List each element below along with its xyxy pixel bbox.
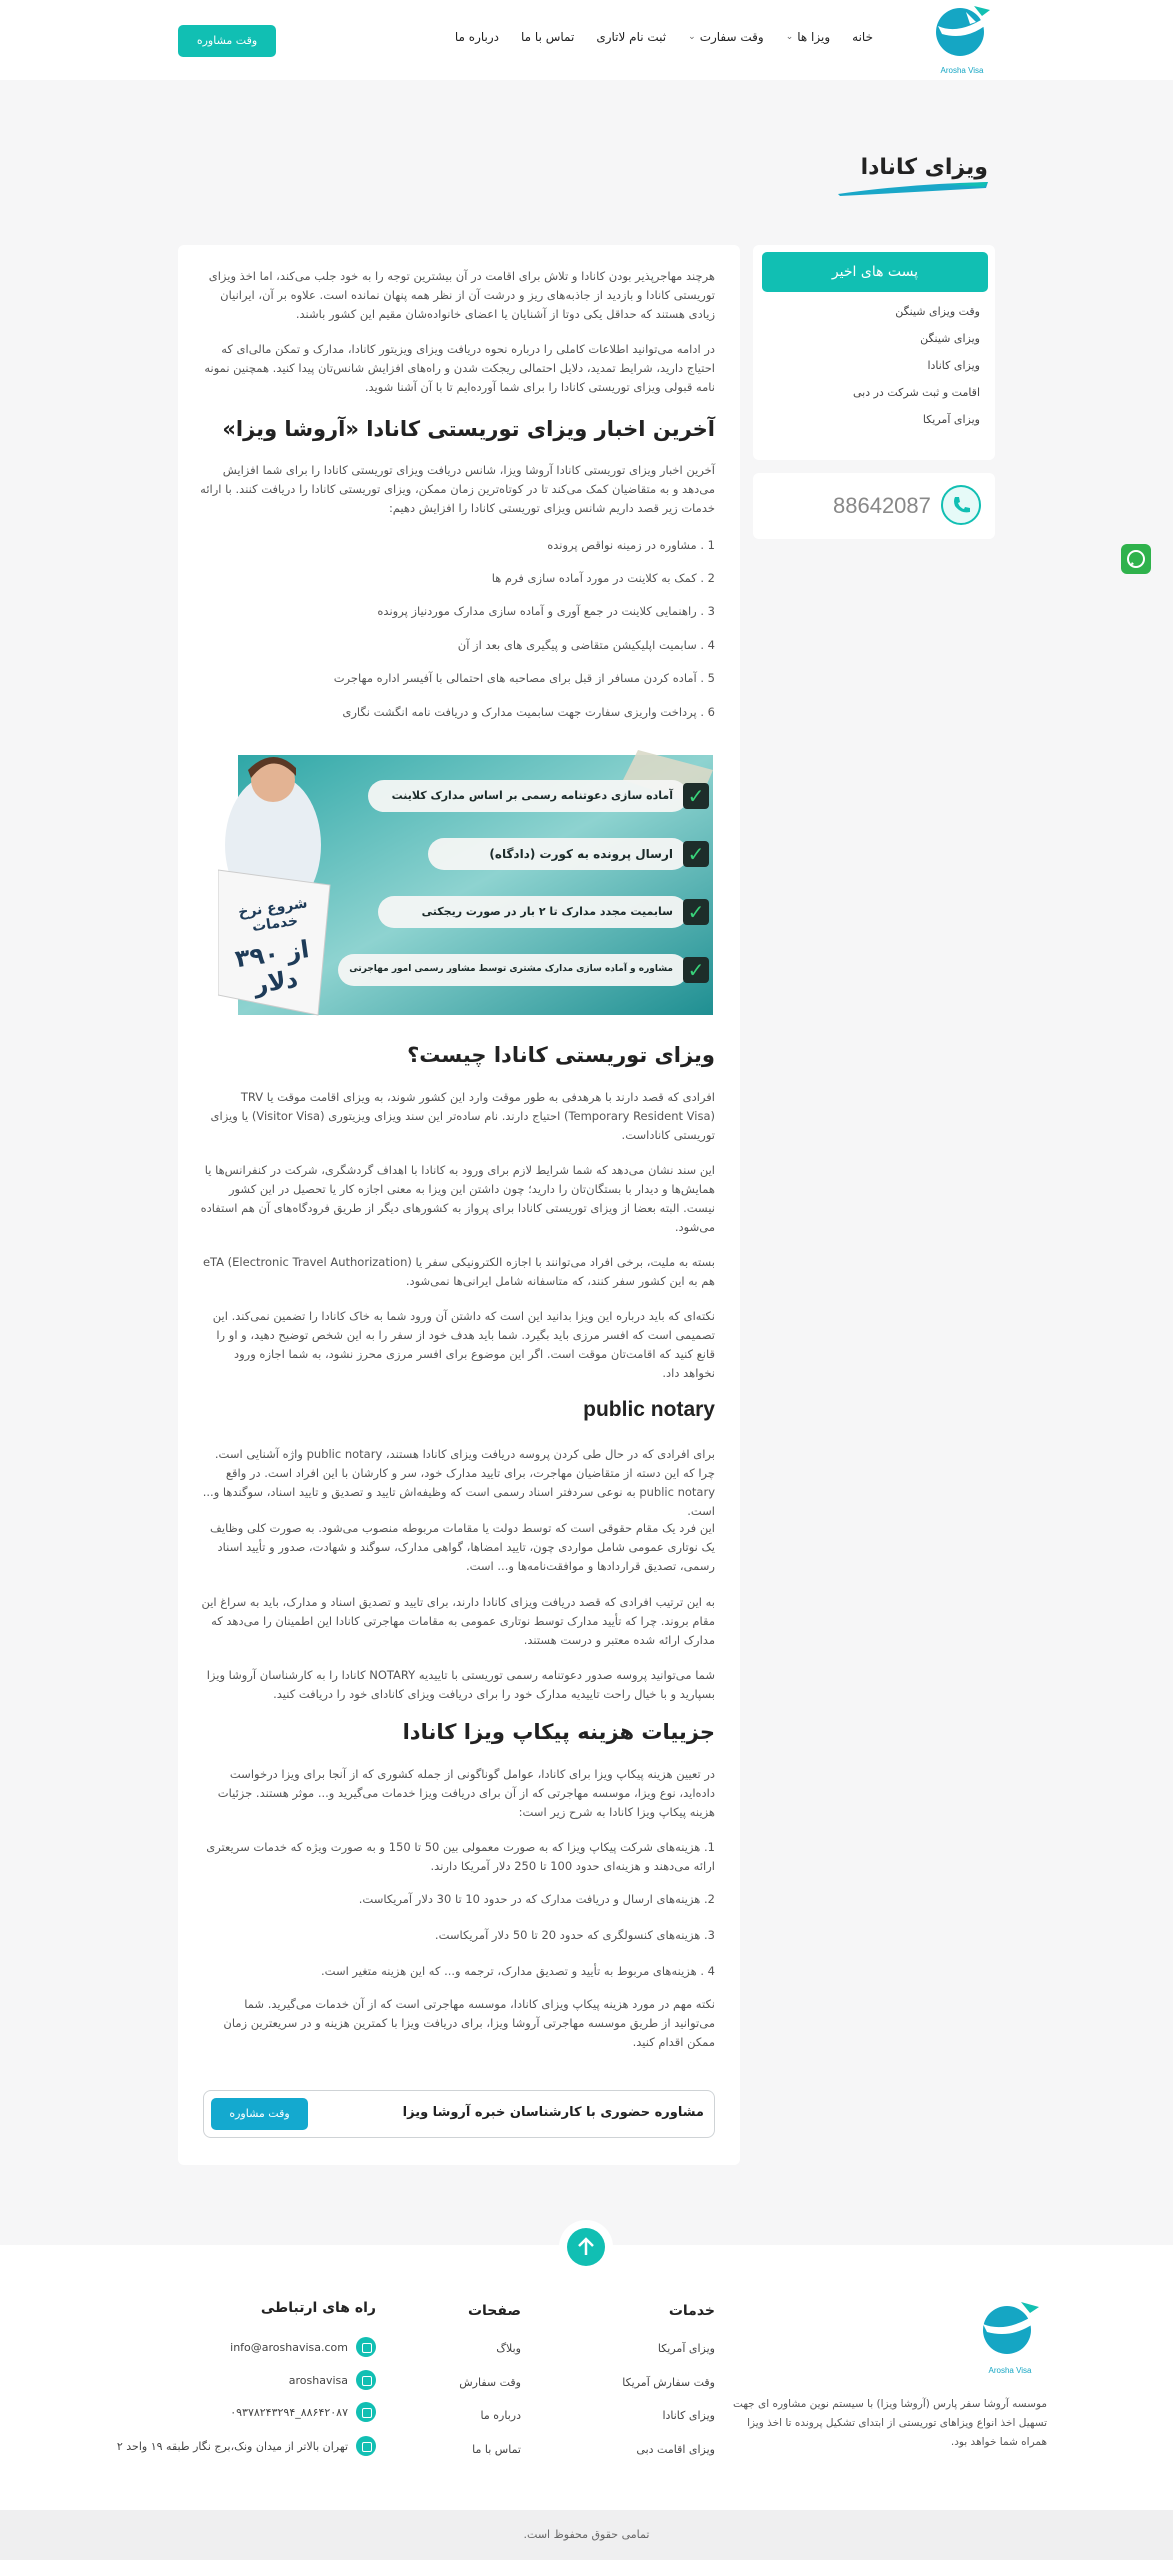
site-header (0, 0, 1173, 80)
banner-row-text: آماده سازی دعوتنامه رسمی بر اساس مدارک کلاینت (391, 789, 673, 802)
chevron-down-icon: ⌄ (785, 32, 794, 42)
contact-instagram[interactable] (289, 2370, 376, 2390)
section-heading: public notary (583, 1398, 715, 1421)
services-banner (218, 750, 713, 1020)
check-icon: ✓ (683, 957, 709, 983)
service-list-item: 6 . پرداخت واریزی سفارت جهت سابمیت مدارک و دریافت نامه انگشت نگاری (342, 705, 715, 719)
site-footer (0, 2245, 1173, 2510)
nav-label: وقت سفارت (699, 30, 764, 44)
price-sign-line1: شروع نرخ خدمات (237, 895, 309, 936)
cost-paragraph: 1. هزینه‌های شرکت پیکاپ ویزا که به صورت معمولی بین 50 تا 150 و به صورت ویژه که خدمات سریعتری ارائه می‌دهند و هزینه‌ای حدود 100 تا 250 دلار آمریکا دارند. (206, 1840, 715, 1873)
nav-home[interactable] (852, 30, 873, 44)
check-icon: ✓ (683, 899, 709, 925)
check-icon: ✓ (683, 841, 709, 867)
page-title: ویزای کانادا (860, 155, 988, 180)
nav-visas[interactable] (786, 30, 830, 44)
notary-paragraph: به این ترتیب افرادی که قصد دریافت ویزای کانادا دارند، برای تایید و تصدیق اسناد و مدارک، باید به سراغ این مقام بروند. چرا که تأیید مدارک توسط نوتاری عمومی به مقامات مهاجرتی کانادا این اطمینان را می‌دهد که مدارک ارائه شده معتبر و درست هستند. (201, 1595, 715, 1647)
nav-label: خانه (852, 30, 873, 44)
service-list-item: 2 . کمک به کلاینت در مورد آماده سازی فرم ها (491, 571, 715, 585)
contact-text: تهران بالاتر از میدان ونک،برج نگار طبقه ۱۹ واحد ۲ (116, 2439, 348, 2453)
phone-icon (356, 2402, 376, 2422)
chevron-down-icon: ⌄ (688, 32, 696, 42)
what-paragraph: نکته‌ای که باید درباره این ویزا بدانید این است که داشتن آن ورود شما به خاک کانادا را تضمین نمی‌کند. این تصمیمی است که افسر مرزی باید بگیرد. شما باید هدف خود از سفر را به این شخص توضیح دهید، و او را قانع کنید که اقامت‌تان موقت است. اگر این موضوع برای افسر مرزی محرز نشود، به شما اجازه ورود نخواهد داد. (212, 1309, 715, 1380)
cost-paragraph: در تعیین هزینه پیکاپ ویزا برای کانادا، عوامل گوناگونی از جمله کشوری که از آنجا برای ویزا درخواست داده‌اید، نوع ویزا، موسسه مهاجرتی که از آن برای دریافت ویزا خدمات می‌گیرید و... موثر هستند. جزئیات هزینه پیکاپ ویزا کانادا به شرح زیر است: (217, 1767, 715, 1819)
title-underline-swoosh (836, 180, 990, 196)
service-list-item: 1 . مشاوره در زمینه نواقص پرونده (547, 538, 715, 552)
nav-embassy-appointment[interactable] (688, 30, 764, 44)
footer-logo-text: Arosha Visa (988, 2366, 1032, 2375)
what-paragraph: افرادی که قصد دارند با هرهدفی به طور موقت وارد این کشور شوند، به ویزای اقامت موقت یا TRV (Temporary Resident Visa) احتیاج دارند. نام سادەتر این سند ویزای ویزیتوری (Visitor Visa) یا ویزای توریستی کاناداست. (210, 1090, 715, 1142)
consultation-button[interactable]: وقت مشاوره (178, 25, 276, 57)
whatsapp-icon[interactable] (1121, 544, 1151, 574)
recent-post-link[interactable]: وقت ویزای شینگن (895, 305, 980, 318)
footer-page-link[interactable]: درباره ما (480, 2409, 521, 2422)
consultation-box (203, 2090, 715, 2138)
cost-list-item: 3. هزینه‌های کنسولگری که حدود 20 تا 50 دلار آمریکاست. (434, 1928, 715, 1942)
contact-text: aroshavisa (288, 2373, 348, 2387)
what-paragraph: این سند نشان می‌دهد که شما شرایط لازم برای ورود به کانادا با اهداف گردشگری، شرکت در کنفرانس‌ها یا همایش‌ها و دیدار با بستگان‌تان را دارید؛ چون داشتن این ویزا به معنی اجازه کار یا تحصیل در این کشور نیست. البته بعضا از ویزای توریستی کانادا برای پرواز به کشورهای دیگر از طریق فرودگاه‌های آن هم استفاده می‌شود. (200, 1163, 715, 1234)
service-list-item: 3 . راهنمایی کلاینت در جمع آوری و آماده سازی مدارک موردنیاز پرونده (377, 604, 715, 618)
section-heading: آخرین اخبار ویزای توریستی کانادا «آروشا ویزا» (222, 417, 715, 441)
phone-icon (941, 485, 981, 525)
intro-paragraph: در ادامه می‌توانید اطلاعات کاملی را درباره نحوه دریافت ویزای ویزیتور کانادا، مدارک و تمکن مالی‌ای که احتیاج دارید، شرایط تمدید، دلایل احتمالی ریجکت شدن و راه‌های افزایش شانس‌تان پیدا کنید. همچنین نمونه نامه قبولی ویزای توریستی کانادا را برای شما آورده‌ایم تا با آن آشنا شوید. (204, 342, 715, 394)
footer-service-link[interactable]: وقت سفارش آمریکا (622, 2376, 715, 2389)
nav-about[interactable] (455, 30, 499, 44)
main-nav (455, 30, 873, 44)
recent-post-link[interactable]: ویزای آمریکا (922, 413, 980, 426)
nav-label: درباره ما (454, 30, 500, 44)
notary-paragraph: شما می‌توانید پروسه صدور دعوتنامه رسمی توریستی با تاییدیه NOTARY کانادا را به کارشناسان آروشا ویزا بسپارید و با خیال راحت تاییدیه مدارک خود را برای دریافت ویزای کانادای خود را دریافت کنید. (206, 1668, 715, 1701)
nav-label: ثبت نام لاتاری (596, 30, 667, 44)
section-heading: جزییات هزینه پیکاپ ویزا کانادا (402, 1720, 715, 1744)
intro-paragraph: هرچند مهاجرپذیر بودن کانادا و تلاش برای اقامت در آن بیشترین توجه را به خود جلب می‌کند، اما اخذ ویزای توریستی کانادا و بازدید از جاذبه‌های ریز و درشت آن از نظر همه پنهان نمانده است. علاوه بر آن، ایرانیان زیادی هستند که حداقل یکی دوتا از آشنایان یا اعضای خانواده‌شان مقیم این کشور باشند. (208, 269, 715, 321)
contact-email[interactable] (230, 2337, 376, 2357)
nav-contact[interactable] (521, 30, 574, 44)
section-heading: ویزای توریستی کانادا چیست؟ (407, 1043, 715, 1067)
footer-service-link[interactable]: ویزای کانادا (662, 2409, 715, 2422)
notary-paragraph: این فرد یک مقام حقوقی است که توسط دولت یا مقامات مربوطه منصوب می‌شود. به صورت کلی وظایف یک نوتاری عمومی شامل مواردی چون، تایید امضاها، گواهی مدارک، سوگند و شهادت، صدور و تأیید اسناد رسمی، تصدیق قراردادها و موافقت‌نامه‌ها و... است. (210, 1521, 715, 1573)
footer-service-link[interactable]: ویزای اقامت دبی (636, 2443, 715, 2456)
copyright: تمامی حقوق محفوظ است. (0, 2510, 1173, 2560)
plane-logo-icon[interactable] (930, 2, 996, 76)
recent-post-link[interactable]: ویزای کانادا (927, 359, 980, 372)
mail-icon (356, 2337, 376, 2357)
contact-address (117, 2436, 376, 2456)
banner-row-text: سابمیت مجدد مدارک تا ۲ بار در صورت ریجکتی (421, 905, 673, 918)
nav-label: ویزا ها (797, 30, 831, 44)
footer-contact-title: راه های ارتباطی (260, 2300, 376, 2316)
logo-text: Arosha Visa (940, 66, 984, 75)
phone-number: 88642087 (833, 493, 931, 518)
news-paragraph: آخرین اخبار ویزای توریستی کانادا آروشا ویزا، شانس دریافت ویزای توریستی کانادا را برای شما افزایش می‌دهد و به متقاضیان کمک می‌کند تا در کوتاه‌ترین زمان ممکن، ویزای توریستی کانادا را دریافت کنند. با ارائه خدمات زیر قصد داریم شانس ویزای توریستی کانادا را افزایش دهیم: (200, 463, 715, 515)
footer-page-link[interactable]: وقت سفارش (459, 2376, 521, 2389)
nav-label: تماس با ما (521, 30, 575, 44)
check-icon: ✓ (683, 783, 709, 809)
recent-post-link[interactable]: ویزای شینگن (920, 332, 980, 345)
price-sign-line2: از ۳۹۰ دلار (233, 935, 311, 999)
banner-row-text: مشاوره و آماده سازی مدارک مشتری توسط مشاور رسمی امور مهاجرتی (349, 964, 673, 974)
footer-description: موسسه آروشا سفر پارس (آروشا ویزا) با سیستم نوین مشاوره ای جهت تسهیل اخذ انواع ویزاهای توریستی از ابتدای تشکیل پرونده تا اخذ ویزا همراه شما خواهد بود. (733, 2398, 1047, 2448)
plane-logo-icon[interactable] (975, 2298, 1045, 2368)
footer-pages-title: صفحات (467, 2303, 521, 2319)
recent-post-link[interactable]: اقامت و ثبت شرکت در دبی (853, 386, 980, 399)
arrow-up-icon[interactable] (567, 2228, 605, 2266)
phone-widget[interactable] (753, 473, 995, 539)
footer-service-link[interactable]: ویزای آمریکا (657, 2342, 715, 2355)
service-list-item: 4 . سابمیت اپلیکیشن متقاضی و پیگیری های بعد از آن (457, 638, 715, 652)
article-card (178, 245, 740, 2165)
contact-text: ۸۸۶۴۲۰۸۷_۰۹۳۷۸۲۴۳۲۹۴ (230, 2405, 348, 2419)
notary-paragraph: برای افرادی که در حال طی کردن پروسه دریافت ویزای کانادا هستند، public notary واژه آشنایی است. چرا که این دسته از متقاضیان مهاجرت، برای تایید مدارک خود، سر و کارشان با این افراد است. در واقع public notary به نوعی سردفتر اسناد رسمی است که وظیفه‌اش تایید و تصدیق و تایید اسناد، سوگندها و... است. (202, 1447, 715, 1518)
recent-posts-widget (753, 245, 995, 460)
banner-row-text: ارسال پرونده به کورت (دادگاه) (489, 847, 673, 861)
map-pin-icon (356, 2436, 376, 2456)
contact-phone[interactable] (230, 2402, 376, 2422)
instagram-icon (356, 2370, 376, 2390)
footer-page-link[interactable]: تماس با ما (472, 2443, 521, 2456)
cost-list-item: 4 . هزینه‌های مربوط به تأیید و تصدیق مدارک، ترجمه و... که این هزینه متغیر است. (321, 1964, 715, 1978)
footer-page-link[interactable]: وبلاگ (496, 2342, 521, 2355)
footer-services-title: خدمات (668, 2303, 715, 2319)
consultation-title: مشاوره حضوری با کارشناسان خبره آروشا ویزا (402, 2105, 704, 2120)
contact-text: info@aroshavisa.com (230, 2340, 348, 2354)
recent-posts-title: پست های اخیر (762, 252, 988, 292)
consultation-button[interactable]: وقت مشاوره (211, 2098, 308, 2130)
cost-note: نکته مهم در مورد هزینه پیکاپ ویزای کانادا، موسسه مهاجرتی است که از آن خدمات می‌گیرید. شما می‌توانید از طریق موسسه مهاجرتی آروشا ویزا، برای دریافت ویزا با کمترین هزینه و در سریعترین زمان ممکن اقدام کنید. (223, 1997, 715, 2049)
nav-lottery[interactable] (596, 30, 666, 44)
service-list-item: 5 . آماده کردن مسافر از قبل برای مصاحبه های احتمالی با آفیسر اداره مهاجرت (333, 671, 715, 685)
what-paragraph: بسته به ملیت، برخی افراد می‌توانند با اجازه الکترونیکی سفر یا eTA (Electronic Travel Authorization) هم به این کشور سفر کنند، که متاسفانه شامل ایرانی‌ها نمی‌شود. (202, 1255, 715, 1288)
cost-list-item: 2. هزینه‌های ارسال و دریافت مدارک که در حدود 10 تا 30 دلار آمریکاست. (358, 1892, 715, 1906)
